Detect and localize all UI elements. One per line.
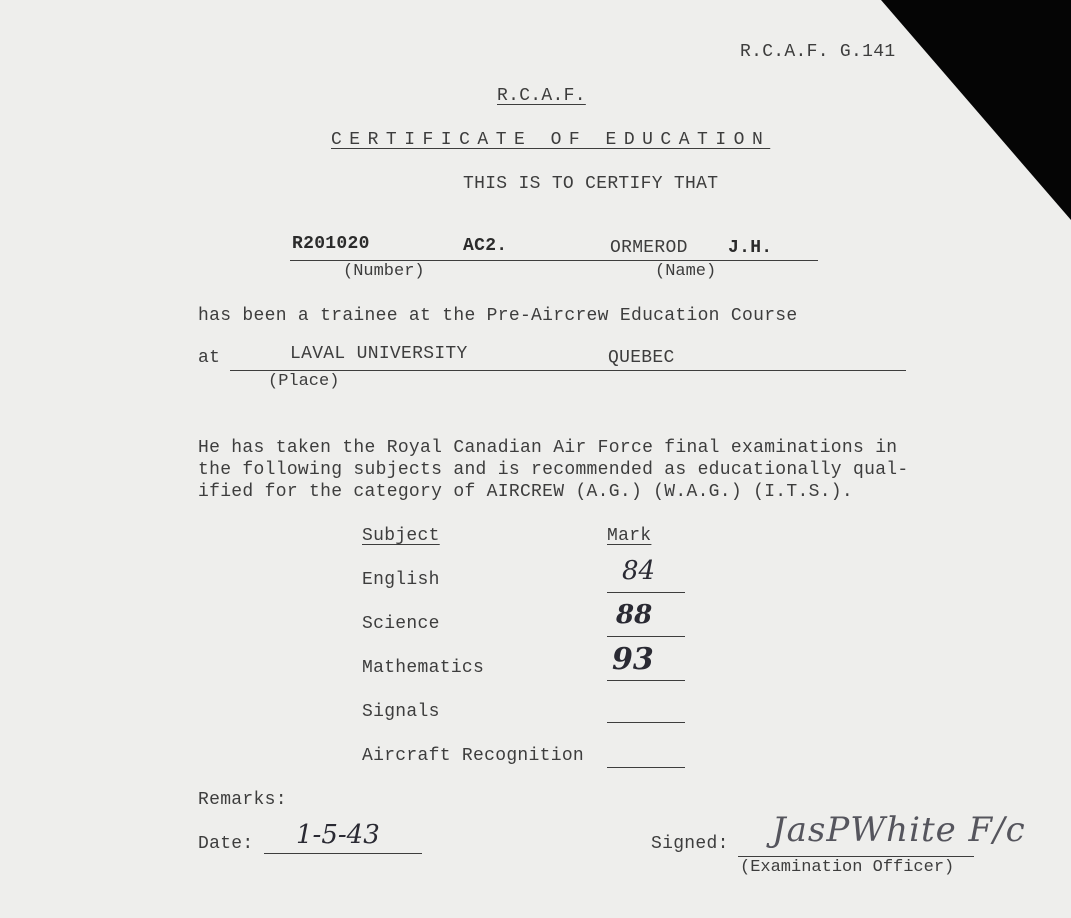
document-title: CERTIFICATE OF EDUCATION <box>331 130 771 150</box>
mark-line-english <box>607 592 685 593</box>
rank: AC2. <box>463 236 508 256</box>
date-label: Date: <box>198 834 254 854</box>
mark-line-science <box>607 636 685 637</box>
mark-line-signals <box>607 722 685 723</box>
signature-underline <box>738 856 974 857</box>
statement-line-1: He has taken the Royal Canadian Air Force final examinations in <box>198 438 898 458</box>
subject-mathematics: Mathematics <box>362 658 485 678</box>
form-code: R.C.A.F. G.141 <box>740 42 896 62</box>
mark-science: 88 <box>616 600 653 630</box>
mark-english: 84 <box>622 556 656 586</box>
university: LAVAL UNIVERSITY <box>290 344 468 364</box>
subject-english: English <box>362 570 440 590</box>
subject-header: Subject <box>362 526 440 546</box>
mark-line-mathematics <box>607 680 685 681</box>
city: QUEBEC <box>608 348 675 368</box>
subject-science: Science <box>362 614 440 634</box>
mark-header: Mark <box>607 526 652 546</box>
signed-label: Signed: <box>651 834 729 854</box>
course-line: has been a trainee at the Pre-Aircrew Education Course <box>198 306 798 326</box>
mark-line-aircraft-recognition <box>607 767 685 768</box>
service-number: R201020 <box>292 234 370 254</box>
dark-corner <box>881 0 1071 220</box>
place-caption: (Place) <box>268 372 340 391</box>
surname: ORMEROD <box>610 238 688 258</box>
number-caption: (Number) <box>343 262 425 281</box>
date-underline <box>264 853 422 854</box>
org-heading: R.C.A.F. <box>497 86 586 106</box>
name-caption: (Name) <box>655 262 717 281</box>
signature: JasPWhite F/c <box>772 810 1026 850</box>
trainee-underline <box>290 260 818 261</box>
initials: J.H. <box>728 238 773 258</box>
at-label: at <box>198 348 221 368</box>
remarks-label: Remarks: <box>198 790 287 810</box>
subject-aircraft-recognition: Aircraft Recognition <box>362 746 585 766</box>
subject-signals: Signals <box>362 702 440 722</box>
mark-mathematics: 93 <box>612 642 654 677</box>
date-value: 1-5-43 <box>296 820 380 850</box>
statement-line-3: ified for the category of AIRCREW (A.G.) (W.A.G.) (I.T.S.). <box>198 482 854 502</box>
officer-caption: (Examination Officer) <box>740 858 955 877</box>
statement-line-2: the following subjects and is recommended as educationally qual- <box>198 460 909 480</box>
certify-line: THIS IS TO CERTIFY THAT <box>463 174 719 194</box>
place-underline <box>230 370 906 371</box>
